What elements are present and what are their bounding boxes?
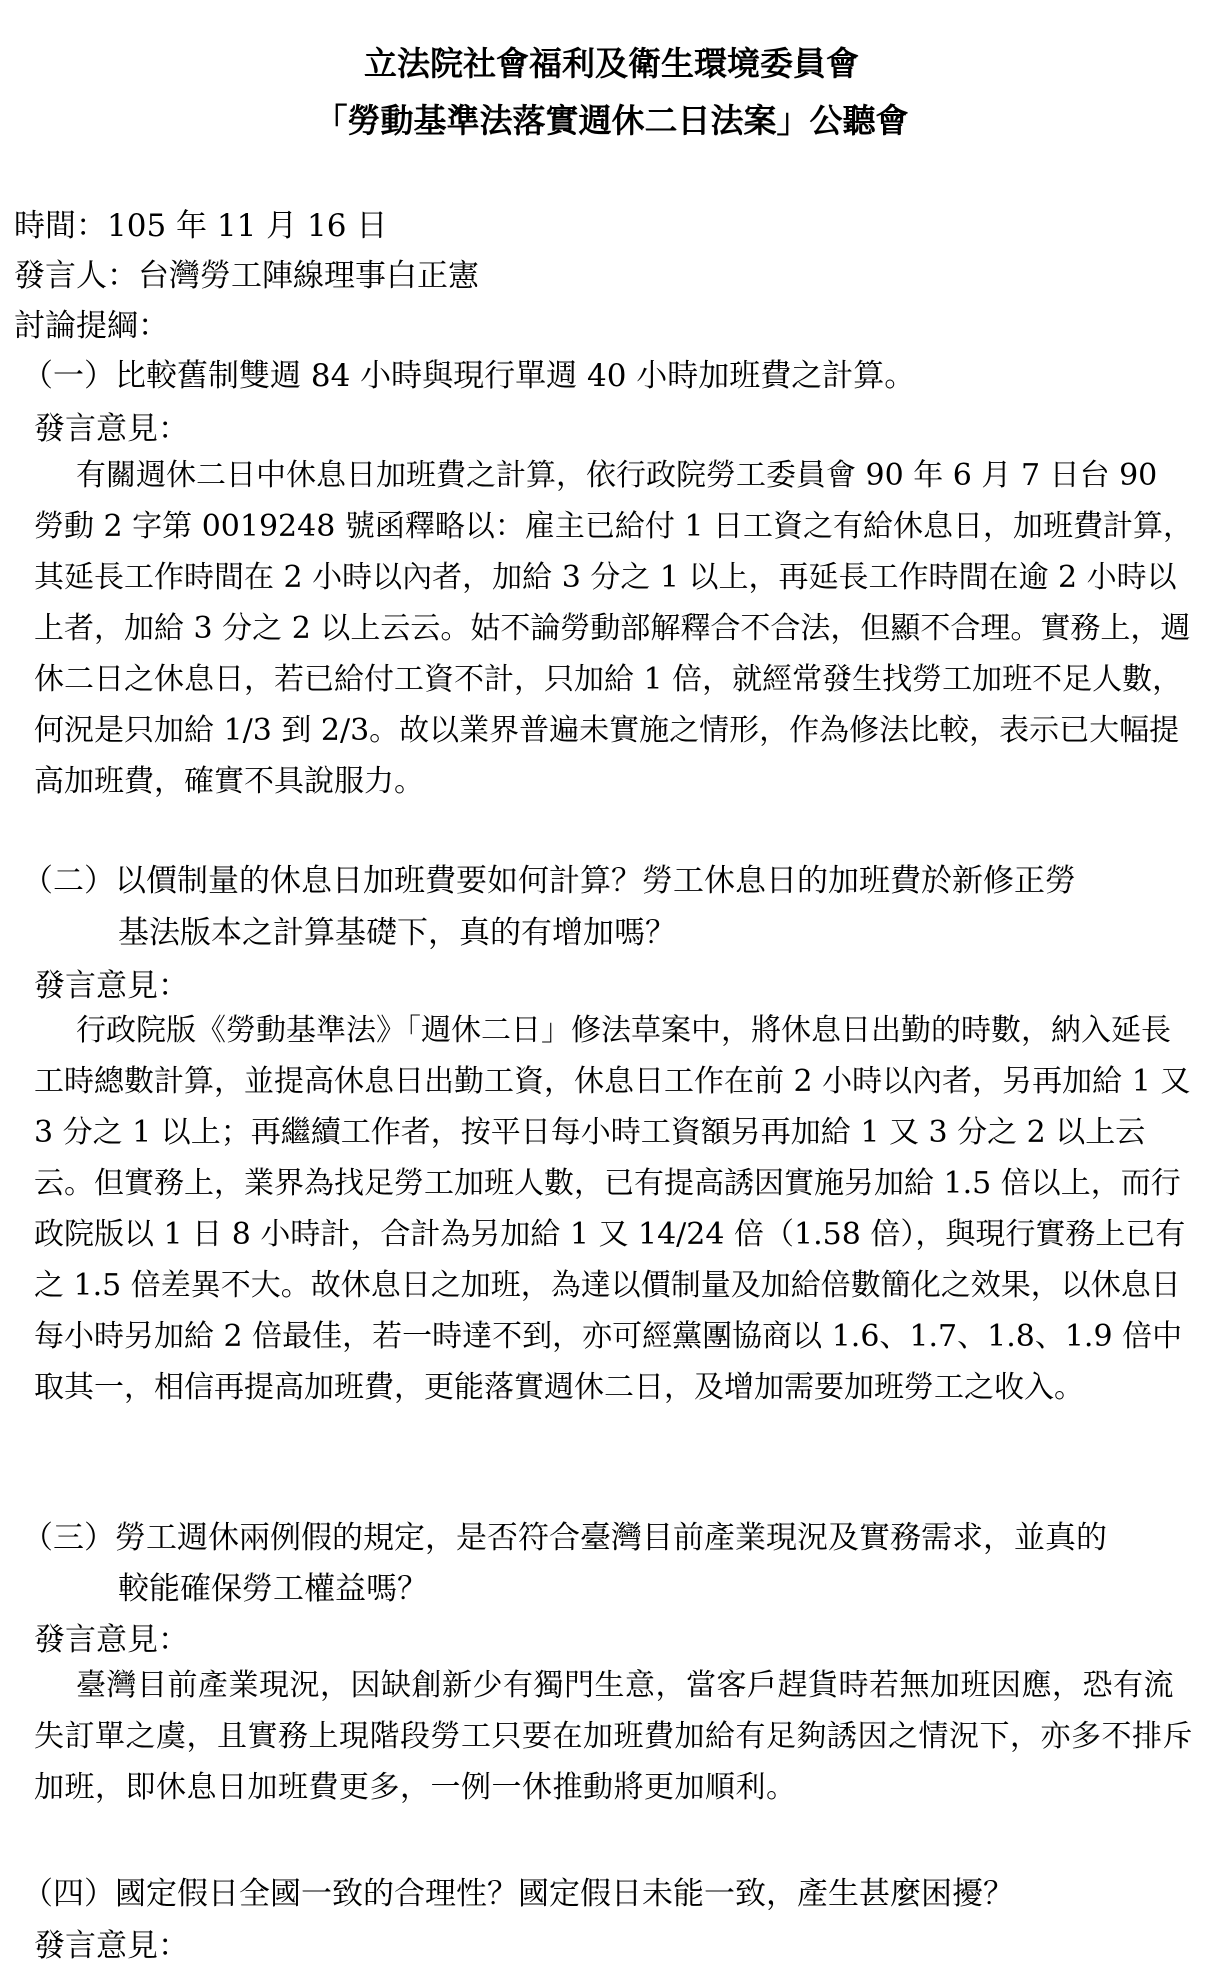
opinion-label-1: 發言意見： bbox=[34, 411, 189, 447]
opinion-text-2: 行政院版《勞動基準法》「週休二日」修法草案中，將休息日出勤的時數，納入延長工時總數計算，並提高休息日出勤工資，休息日工作在前 2 小時以內者，另再加給 1 又 3 分之 1 以上；再繼續工作者，按平日每小時工資額另再加給 1 又 3 分之 2 以上云云。但實務上，業界為找足勞工加班人數，已有提高誘因實施另加給 1.5 倍以上，而行政院版以 1 日 8 小時計，合計為另加給 1 又 14/24 倍（1.58 倍），與現行實務上已有之 1.5 倍差異不大。故休息日之加班，為達以價制量及加給倍數簡化之效果，以休息日每小時另加給 2 倍最佳，若一時達不到，亦可經黨團協商以 1.6、1.7、1.8、1.9 倍中取其一，相信再提高加班費，更能落實週休二日，及增加需要加班勞工之收入。 bbox=[34, 1013, 1191, 1405]
opinion-text-1: 有關週休二日中休息日加班費之計算，依行政院勞工委員會 90 年 6 月 7 日台 90 勞動 2 字第 0019248 號函釋略以：雇主已給付 1 日工資之有給休息日，加班費計算，其延長工作時間在 2 小時以內者，加給 3 分之 1 以上，再延長工作時間在逾 2 小時以上者，加給 3 分之 2 以上云云。姑不論勞動部解釋合不合法，但顯不合理。實務上，週休二日之休息日，若已給付工資不計，只加給 1 倍，就經常發生找勞工加班不足人數，何況是只加給 1/3 到 2/3。故以業界普遍未實施之情形，作為修法比較，表示已大幅提高加班費，確實不具說服力。 bbox=[34, 458, 1193, 799]
speaker: 發言人：台灣勞工陣線理事白正憲 bbox=[14, 258, 479, 294]
question-2: （二）以價制量的休息日加班費要如何計算？勞工休息日的加班費於新修正勞 bbox=[22, 863, 1076, 899]
meeting-time: 時間：105 年 11 月 16 日 bbox=[14, 208, 388, 244]
opinion-label-2: 發言意見： bbox=[34, 968, 189, 1004]
question-1: （一）比較舊制雙週 84 小時與現行單週 40 小時加班費之計算。 bbox=[22, 358, 916, 394]
question-2-continued: 基法版本之計算基礎下，真的有增加嗎？ bbox=[118, 915, 676, 951]
outline-heading: 討論提綱： bbox=[14, 308, 169, 344]
question-3-continued: 較能確保勞工權益嗎？ bbox=[118, 1571, 428, 1607]
opinion-text-3: 臺灣目前產業現況，因缺創新少有獨門生意，當客戶趕貨時若無加班因應，恐有流失訂單之虞，且實務上現階段勞工只要在加班費加給有足夠誘因之情況下，亦多不排斥加班，即休息日加班費更多，一例一休推動將更加順利。 bbox=[34, 1668, 1193, 1805]
question-3: （三）勞工週休兩例假的規定，是否符合臺灣目前產業現況及實務需求，並真的 bbox=[22, 1520, 1107, 1556]
opinion-label-4: 發言意見： bbox=[34, 1928, 189, 1964]
question-4: （四）國定假日全國一致的合理性？國定假日未能一致，產生甚麼困擾？ bbox=[22, 1876, 1014, 1912]
document-title: 立法院社會福利及衛生環境委員會 bbox=[364, 44, 859, 83]
opinion-label-3: 發言意見： bbox=[34, 1622, 189, 1658]
document-subtitle: 「勞動基準法落實週休二日法案」公聽會 bbox=[314, 101, 909, 140]
